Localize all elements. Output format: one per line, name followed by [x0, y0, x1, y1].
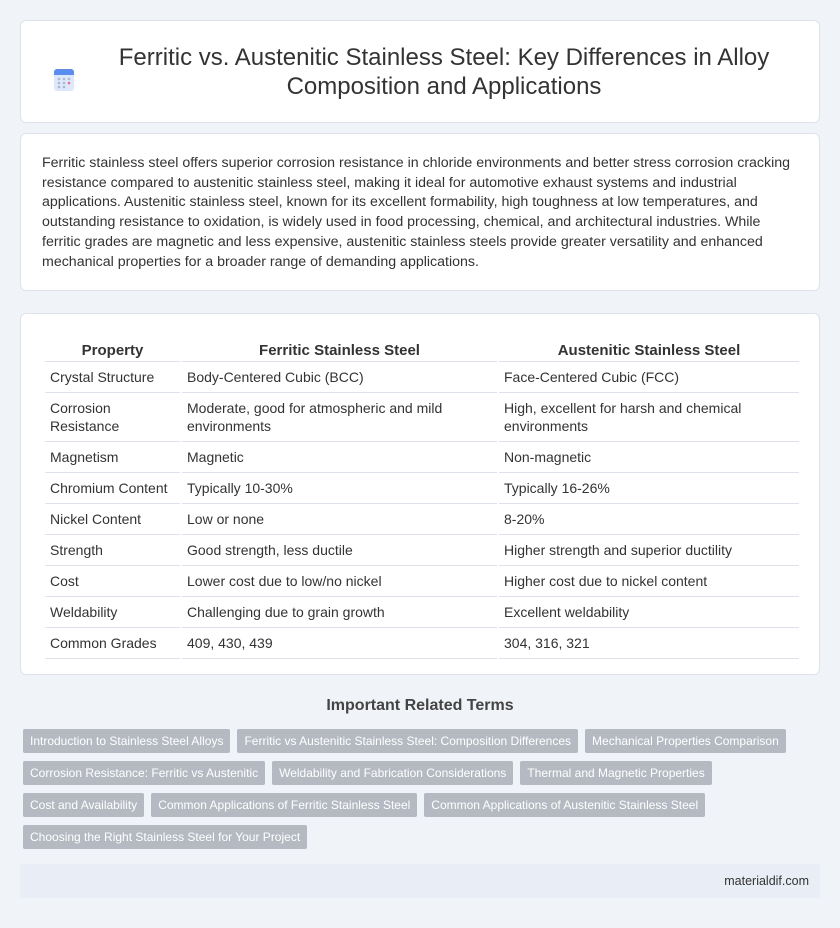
- row-austenitic: 304, 316, 321: [499, 628, 799, 659]
- row-property: Crystal Structure: [45, 362, 180, 393]
- row-property: Cost: [45, 566, 180, 597]
- row-ferritic: Lower cost due to low/no nickel: [182, 566, 497, 597]
- table-header-row: [45, 334, 799, 362]
- row-austenitic: Typically 16-26%: [499, 473, 799, 504]
- table-row: [45, 362, 799, 393]
- row-property: Magnetism: [45, 442, 180, 473]
- related-term-link[interactable]: Mechanical Properties Comparison: [585, 729, 786, 753]
- related-term-link[interactable]: Corrosion Resistance: Ferritic vs Austenitic: [23, 761, 265, 785]
- row-ferritic: 409, 430, 439: [182, 628, 497, 659]
- title-card: [20, 20, 820, 123]
- tag-row: [23, 825, 823, 849]
- table-row: [45, 597, 799, 628]
- row-property: Strength: [45, 535, 180, 566]
- related-term-link[interactable]: Common Applications of Ferritic Stainless Steel: [151, 793, 417, 817]
- row-austenitic: High, excellent for harsh and chemical environments: [499, 393, 799, 442]
- row-ferritic: Magnetic: [182, 442, 497, 473]
- table-row: [45, 393, 799, 442]
- related-term-link[interactable]: Thermal and Magnetic Properties: [520, 761, 711, 785]
- table-row: [45, 566, 799, 597]
- row-property: Nickel Content: [45, 504, 180, 535]
- summary-text: Ferritic stainless steel offers superior corrosion resistance in chloride environments and better stress corrosion cracking resistance compared to austenitic stainless steel, making it ideal for automotive exhaust systems and industrial applications. Austenitic stainless steel, known for its excellent formability, high toughness at low temperatures, and outstanding resistance to oxidation, is widely used in food processing, chemical, and architectural industries. While ferritic grades are magnetic and less expensive, austenitic stainless steels provide greater versatility and enhanced mechanical properties for a broader range of demanding applications.: [42, 155, 791, 270]
- tag-row: [23, 761, 823, 785]
- row-property: Weldability: [45, 597, 180, 628]
- document-icon: [51, 67, 77, 93]
- site-link[interactable]: materialdif.com: [724, 874, 809, 888]
- row-ferritic: Typically 10-30%: [182, 473, 497, 504]
- header-property: Property: [45, 334, 180, 362]
- title-wrap: [51, 43, 789, 101]
- header-austenitic: Austenitic Stainless Steel: [499, 334, 799, 362]
- row-ferritic: Good strength, less ductile: [182, 535, 497, 566]
- table-row: [45, 442, 799, 473]
- row-austenitic: Non-magnetic: [499, 442, 799, 473]
- related-term-link[interactable]: Ferritic vs Austenitic Stainless Steel: Composition Differences: [237, 729, 578, 753]
- row-property: Common Grades: [45, 628, 180, 659]
- row-property: Chromium Content: [45, 473, 180, 504]
- comparison-table-card: [20, 313, 820, 675]
- row-austenitic: Excellent weldability: [499, 597, 799, 628]
- related-term-link[interactable]: Cost and Availability: [23, 793, 144, 817]
- row-austenitic: Face-Centered Cubic (FCC): [499, 362, 799, 393]
- table-row: [45, 628, 799, 659]
- footer: [20, 864, 820, 898]
- header-ferritic: Ferritic Stainless Steel: [182, 334, 497, 362]
- related-terms-title: Important Related Terms: [326, 697, 514, 714]
- comparison-table: [43, 334, 801, 659]
- row-ferritic: Challenging due to grain growth: [182, 597, 497, 628]
- tag-row: [23, 729, 823, 753]
- row-austenitic: Higher cost due to nickel content: [499, 566, 799, 597]
- table-row: [45, 535, 799, 566]
- row-ferritic: Body-Centered Cubic (BCC): [182, 362, 497, 393]
- row-ferritic: Moderate, good for atmospheric and mild environments: [182, 393, 497, 442]
- row-property: Corrosion Resistance: [45, 393, 180, 442]
- related-terms-list: [23, 729, 823, 857]
- page-title: Ferritic vs. Austenitic Stainless Steel: Key Differences in Alloy Composition and Applications: [118, 43, 770, 100]
- summary-card: [20, 133, 820, 291]
- related-term-link[interactable]: Choosing the Right Stainless Steel for Your Project: [23, 825, 307, 849]
- related-term-link[interactable]: Introduction to Stainless Steel Alloys: [23, 729, 230, 753]
- tag-row: [23, 793, 823, 817]
- row-austenitic: Higher strength and superior ductility: [499, 535, 799, 566]
- row-ferritic: Low or none: [182, 504, 497, 535]
- related-term-link[interactable]: Weldability and Fabrication Considerations: [272, 761, 513, 785]
- row-austenitic: 8-20%: [499, 504, 799, 535]
- table-row: [45, 504, 799, 535]
- table-row: [45, 473, 799, 504]
- related-term-link[interactable]: Common Applications of Austenitic Stainless Steel: [424, 793, 705, 817]
